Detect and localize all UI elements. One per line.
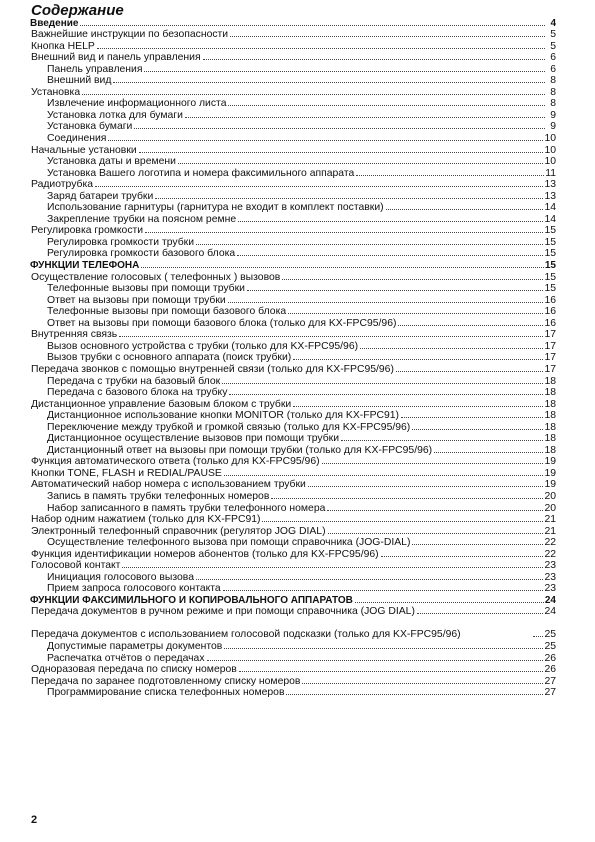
dot-leader bbox=[396, 371, 544, 372]
toc-entry-title: Дистанционный ответ на вызовы при помощи трубки (только для KX-FPC95/96) bbox=[47, 444, 433, 456]
dot-leader bbox=[178, 163, 543, 164]
toc-entry-page: 21 bbox=[544, 525, 556, 537]
toc-entry[interactable] bbox=[30, 317, 556, 329]
toc-entry[interactable] bbox=[30, 306, 556, 318]
toc-entry[interactable] bbox=[30, 259, 556, 271]
toc-entry-title: ФУНКЦИИ ФАКСИМИЛЬНОГО И КОПИРОВАЛЬНОГО АППАРАТОВ bbox=[30, 594, 353, 606]
toc-entry-title: Установка Вашего логотипа и номера факсимильного аппарата bbox=[47, 167, 355, 179]
dot-leader bbox=[328, 533, 544, 534]
toc-entry[interactable] bbox=[30, 329, 556, 341]
toc-entry[interactable] bbox=[30, 75, 556, 87]
toc-entry-title: Дистанционное управление базовым блоком с трубки bbox=[31, 398, 292, 410]
toc-entry-title: Вызов основного устройства с трубки (только для KX-FPC95/96) bbox=[47, 340, 359, 352]
toc-entry-page: 25 bbox=[544, 629, 556, 641]
toc-entry[interactable] bbox=[30, 514, 556, 526]
toc-entry-page: 19 bbox=[544, 467, 556, 479]
toc-entry[interactable] bbox=[30, 63, 556, 75]
toc-entry-title: Ответ на вызовы при помощи трубки bbox=[47, 294, 226, 306]
toc-entry-title: Распечатка отчётов о передачах bbox=[47, 652, 205, 664]
toc-entry-title: Вызов трубки с основного аппарата (поиск трубки) bbox=[47, 352, 292, 364]
dot-leader bbox=[355, 602, 544, 603]
toc-entry-page: 23 bbox=[544, 583, 556, 595]
dot-leader bbox=[271, 498, 543, 499]
toc-entry-page: 18 bbox=[544, 398, 556, 410]
dot-leader bbox=[196, 244, 543, 245]
dot-leader bbox=[229, 394, 543, 395]
toc-entry[interactable] bbox=[30, 490, 556, 502]
toc-entry[interactable] bbox=[30, 571, 556, 583]
toc-entry[interactable] bbox=[30, 52, 556, 64]
toc-entry[interactable] bbox=[30, 652, 556, 664]
dot-leader bbox=[207, 660, 544, 661]
dot-leader bbox=[155, 198, 543, 199]
page-title: Содержание bbox=[31, 2, 124, 19]
toc-entry[interactable] bbox=[30, 687, 556, 699]
toc-entry-title: Инициация голосового вызова bbox=[47, 571, 194, 583]
toc-entry-title: Установка даты и времени bbox=[47, 156, 176, 168]
dot-leader bbox=[203, 59, 545, 60]
toc-entry-page: 18 bbox=[544, 375, 556, 387]
dot-leader bbox=[134, 128, 545, 129]
toc-entry[interactable] bbox=[30, 456, 556, 468]
toc-entry-title: Переключение между трубкой и громкой связью (только для KX-FPC95/96) bbox=[47, 421, 411, 433]
toc-entry-page: 8 bbox=[550, 86, 556, 98]
toc-entry-title: Внешний вид bbox=[47, 75, 112, 87]
toc-entry[interactable] bbox=[30, 283, 556, 295]
toc-entry[interactable] bbox=[30, 363, 556, 375]
toc-entry-page: 9 bbox=[550, 109, 556, 121]
toc-entry[interactable] bbox=[30, 29, 556, 41]
toc-entry-page: 26 bbox=[544, 664, 556, 676]
toc-entry-title: Ответ на вызовы при помощи базового блока (только для KX-FPC95/96) bbox=[47, 317, 397, 329]
toc-entry-page: 13 bbox=[544, 179, 556, 191]
toc-entry-title: Программирование списка телефонных номеров bbox=[47, 687, 285, 699]
toc-entry-page: 15 bbox=[544, 260, 556, 272]
dot-leader bbox=[113, 82, 545, 83]
toc-entry[interactable] bbox=[30, 144, 556, 156]
page-number: 2 bbox=[31, 814, 38, 826]
toc-entry-title: Передача звонков с помощью внутренней связи (только для KX-FPC95/96) bbox=[31, 363, 394, 375]
dot-leader bbox=[412, 544, 543, 545]
toc-entry[interactable] bbox=[30, 594, 556, 606]
dot-leader bbox=[302, 683, 543, 684]
toc-entry-title: Функция автоматического ответа (только для KX-FPC95/96) bbox=[31, 456, 320, 468]
toc-entry-title: Передача документов в ручном режиме и при помощи справочника (JOG DIAL) bbox=[31, 606, 415, 618]
toc-entry[interactable] bbox=[30, 467, 556, 479]
toc-entry-title: Начальные установки bbox=[31, 144, 137, 156]
toc-entry-page: 20 bbox=[544, 490, 556, 502]
toc-entry-title: ФУНКЦИИ ТЕЛЕФОНА bbox=[30, 260, 140, 272]
dot-leader bbox=[237, 255, 543, 256]
toc-entry[interactable] bbox=[30, 156, 556, 168]
toc-entry-title: Использование гарнитуры (гарнитура не входит в комплект поставки) bbox=[47, 202, 384, 214]
toc-entry[interactable] bbox=[30, 352, 556, 364]
toc-entry-page: 18 bbox=[544, 387, 556, 399]
toc-entry-title: Телефонные вызовы при помощи базового блока bbox=[47, 306, 287, 318]
toc-entry[interactable] bbox=[30, 375, 556, 387]
toc-entry-page: 8 bbox=[550, 75, 556, 87]
dot-leader bbox=[108, 140, 543, 141]
dot-leader bbox=[119, 336, 543, 337]
toc-entry[interactable] bbox=[30, 398, 556, 410]
toc-entry-title: Заряд батареи трубки bbox=[47, 190, 154, 202]
toc-entry-page: 25 bbox=[544, 640, 556, 652]
dot-leader bbox=[308, 486, 544, 487]
toc-entry-title: Кнопки TONE, FLASH и REDIAL/PAUSE bbox=[31, 467, 222, 479]
toc-entry-page: 5 bbox=[550, 29, 556, 41]
toc-entry[interactable] bbox=[30, 421, 556, 433]
toc-entry-title: Радиотрубка bbox=[31, 179, 94, 191]
toc-entry-page: 15 bbox=[544, 236, 556, 248]
toc-entry[interactable] bbox=[30, 190, 556, 202]
toc-entry[interactable] bbox=[30, 675, 556, 687]
dot-leader bbox=[327, 510, 543, 511]
toc-entry-page: 16 bbox=[544, 306, 556, 318]
toc-entry-title: Регулировка громкости базового блока bbox=[47, 248, 236, 260]
toc-entry-page: 18 bbox=[544, 444, 556, 456]
dot-leader bbox=[80, 25, 545, 26]
toc-entry-page: 18 bbox=[544, 410, 556, 422]
toc-entry[interactable] bbox=[30, 583, 556, 595]
toc-entry[interactable] bbox=[30, 433, 556, 445]
toc-entry-title: Дистанционное использование кнопки MONITOR (только для KX-FPC91) bbox=[47, 410, 400, 422]
toc-entry-title: Панель управления bbox=[47, 63, 143, 75]
toc-entry[interactable] bbox=[30, 40, 556, 52]
dot-leader bbox=[145, 232, 543, 233]
toc-entry[interactable] bbox=[30, 225, 556, 237]
toc-entry-page: 8 bbox=[550, 98, 556, 110]
toc-entry[interactable] bbox=[30, 560, 556, 572]
toc-entry-title: Установка лотка для бумаги bbox=[47, 109, 183, 121]
toc-entry-page: 22 bbox=[544, 537, 556, 549]
dot-leader bbox=[288, 313, 543, 314]
dot-leader bbox=[381, 556, 544, 557]
toc-entry-page: 10 bbox=[544, 133, 556, 145]
toc-entry[interactable] bbox=[30, 617, 556, 640]
toc-entry[interactable] bbox=[30, 537, 556, 549]
table-of-contents bbox=[30, 17, 556, 698]
toc-entry[interactable] bbox=[30, 179, 556, 191]
toc-entry-title: Передача с трубки на базовый блок bbox=[47, 375, 221, 387]
dot-leader bbox=[222, 383, 543, 384]
dot-leader bbox=[356, 175, 544, 176]
dot-leader bbox=[95, 186, 543, 187]
toc-entry-title: Набор одним нажатием (только для KX-FPC91) bbox=[31, 514, 261, 526]
toc-entry-title: Голосовой контакт bbox=[31, 560, 121, 572]
dot-leader bbox=[282, 279, 543, 280]
toc-entry-page: 10 bbox=[544, 156, 556, 168]
dot-leader bbox=[141, 267, 543, 268]
toc-entry[interactable] bbox=[30, 548, 556, 560]
toc-entry[interactable] bbox=[30, 167, 556, 179]
toc-entry-page: 23 bbox=[544, 571, 556, 583]
toc-entry[interactable] bbox=[30, 109, 556, 121]
dot-leader bbox=[412, 429, 543, 430]
toc-entry[interactable] bbox=[30, 98, 556, 110]
toc-entry[interactable] bbox=[30, 236, 556, 248]
dot-leader bbox=[144, 71, 545, 72]
toc-entry-page: 9 bbox=[550, 121, 556, 133]
dot-leader bbox=[434, 452, 543, 453]
toc-entry-page: 17 bbox=[544, 329, 556, 341]
toc-entry-title: Электронный телефонный справочник (регулятор JOG DIAL) bbox=[31, 525, 326, 537]
toc-entry[interactable] bbox=[30, 664, 556, 676]
toc-entry-page: 15 bbox=[544, 271, 556, 283]
toc-entry-page: 4 bbox=[550, 17, 556, 29]
toc-entry[interactable] bbox=[30, 17, 556, 29]
toc-entry[interactable] bbox=[30, 271, 556, 283]
toc-entry-page: 15 bbox=[544, 248, 556, 260]
toc-entry[interactable] bbox=[30, 202, 556, 214]
toc-entry-page: 19 bbox=[544, 479, 556, 491]
toc-entry-title: Внешний вид и панель управления bbox=[31, 52, 201, 64]
toc-entry-page: 13 bbox=[544, 190, 556, 202]
dot-leader bbox=[224, 648, 543, 649]
toc-entry[interactable] bbox=[30, 294, 556, 306]
toc-entry[interactable] bbox=[30, 479, 556, 491]
toc-entry-page: 16 bbox=[544, 317, 556, 329]
toc-entry-page: 24 bbox=[544, 594, 556, 606]
dot-leader bbox=[230, 36, 545, 37]
toc-entry[interactable] bbox=[30, 132, 556, 144]
toc-entry-page: 20 bbox=[544, 502, 556, 514]
toc-entry-page: 23 bbox=[544, 560, 556, 572]
toc-entry-title: Кнопка HELP bbox=[31, 40, 95, 52]
toc-entry-title: Передача по заранее подготовленному списку номеров bbox=[31, 675, 301, 687]
toc-entry[interactable] bbox=[30, 121, 556, 133]
dot-leader bbox=[417, 613, 544, 614]
toc-entry[interactable] bbox=[30, 248, 556, 260]
dot-leader bbox=[228, 105, 545, 106]
toc-entry-title: Важнейшие инструкции по безопасности bbox=[31, 29, 229, 41]
toc-entry-page: 10 bbox=[544, 144, 556, 156]
dot-leader bbox=[262, 521, 543, 522]
dot-leader bbox=[122, 567, 543, 568]
toc-entry-page: 21 bbox=[544, 514, 556, 526]
toc-entry-title: Закрепление трубки на поясном ремне bbox=[47, 213, 237, 225]
toc-entry-title: Допустимые параметры документов bbox=[47, 640, 223, 652]
toc-entry-page: 11 bbox=[545, 167, 556, 179]
toc-entry[interactable] bbox=[30, 340, 556, 352]
toc-entry[interactable] bbox=[30, 606, 556, 618]
toc-entry-page: 5 bbox=[550, 40, 556, 52]
toc-entry[interactable] bbox=[30, 444, 556, 456]
toc-entry-title: Соединения bbox=[47, 133, 107, 145]
toc-entry-page: 17 bbox=[544, 340, 556, 352]
toc-entry[interactable] bbox=[30, 410, 556, 422]
toc-entry-page: 18 bbox=[544, 421, 556, 433]
dot-leader bbox=[97, 48, 545, 49]
dot-leader bbox=[293, 359, 543, 360]
dot-leader bbox=[322, 463, 544, 464]
toc-entry-title: Установка бумаги bbox=[47, 121, 133, 133]
toc-entry-page: 14 bbox=[544, 213, 556, 225]
toc-entry-title: Телефонные вызовы при помощи трубки bbox=[47, 283, 245, 295]
dot-leader bbox=[223, 590, 544, 591]
toc-entry-title: Запись в память трубки телефонных номеров bbox=[47, 490, 270, 502]
toc-entry-title: Введение bbox=[30, 17, 79, 29]
toc-entry-page: 6 bbox=[550, 52, 556, 64]
toc-entry[interactable] bbox=[30, 525, 556, 537]
toc-entry-page: 17 bbox=[544, 363, 556, 375]
dot-leader bbox=[386, 209, 544, 210]
dot-leader bbox=[224, 475, 544, 476]
toc-entry-page: 15 bbox=[544, 225, 556, 237]
dot-leader bbox=[286, 694, 543, 695]
dot-leader bbox=[533, 636, 543, 637]
toc-entry-page: 24 bbox=[544, 606, 556, 618]
toc-entry-page: 14 bbox=[544, 202, 556, 214]
toc-entry-page: 18 bbox=[544, 433, 556, 445]
dot-leader bbox=[398, 325, 543, 326]
toc-entry-page: 19 bbox=[544, 456, 556, 468]
toc-entry-page: 27 bbox=[544, 687, 556, 699]
toc-entry-title: Функция идентификации номеров абонентов (только для KX-FPC95/96) bbox=[31, 548, 379, 560]
toc-entry-page: 27 bbox=[544, 675, 556, 687]
toc-entry[interactable] bbox=[30, 640, 556, 652]
dot-leader bbox=[228, 302, 544, 303]
toc-entry-title: Извлечение информационного листа bbox=[47, 98, 227, 110]
dot-leader bbox=[341, 440, 543, 441]
toc-entry-title: Регулировка громкости bbox=[31, 225, 144, 237]
dot-leader bbox=[293, 406, 543, 407]
dot-leader bbox=[185, 117, 545, 118]
toc-entry-page: 17 bbox=[544, 352, 556, 364]
dot-leader bbox=[238, 221, 543, 222]
toc-entry[interactable] bbox=[30, 502, 556, 514]
toc-entry[interactable] bbox=[30, 86, 556, 98]
toc-entry-title: Регулировка громкости трубки bbox=[47, 236, 195, 248]
toc-entry-title: Осуществление телефонного вызова при помощи справочника (JOG-DIAL) bbox=[47, 537, 411, 549]
toc-entry-page: 15 bbox=[544, 283, 556, 295]
dot-leader bbox=[196, 579, 543, 580]
toc-entry-page: 16 bbox=[544, 294, 556, 306]
toc-entry-title: Передача документов с использованием голосовой подсказки (только для KX-FPC95/96) bbox=[31, 629, 461, 641]
toc-entry-title: Автоматический набор номера с использованием трубки bbox=[31, 479, 306, 491]
toc-entry-title: Установка bbox=[31, 86, 81, 98]
dot-leader bbox=[401, 417, 543, 418]
dot-leader bbox=[239, 671, 544, 672]
dot-leader bbox=[139, 152, 544, 153]
toc-entry-page: 22 bbox=[544, 548, 556, 560]
toc-entry-page: 26 bbox=[544, 652, 556, 664]
toc-entry[interactable] bbox=[30, 213, 556, 225]
toc-entry-title: Одноразовая передача по списку номеров bbox=[31, 664, 237, 676]
toc-entry-title: Передача с базового блока на трубку bbox=[47, 387, 228, 399]
toc-entry-title: Дистанционное осуществление вызовов при помощи трубки bbox=[47, 433, 340, 445]
toc-entry-title: Осуществление голосовых ( телефонных ) вызовов bbox=[31, 271, 281, 283]
dot-leader bbox=[82, 94, 545, 95]
dot-leader bbox=[247, 290, 543, 291]
toc-entry[interactable] bbox=[30, 387, 556, 399]
toc-entry-page: 6 bbox=[550, 63, 556, 75]
dot-leader bbox=[360, 348, 543, 349]
toc-entry-title: Прием запроса голосового контакта bbox=[47, 583, 221, 595]
toc-entry-title: Внутренняя связь bbox=[31, 329, 118, 341]
toc-entry-title: Набор записанного в память трубки телефонного номера bbox=[47, 502, 326, 514]
